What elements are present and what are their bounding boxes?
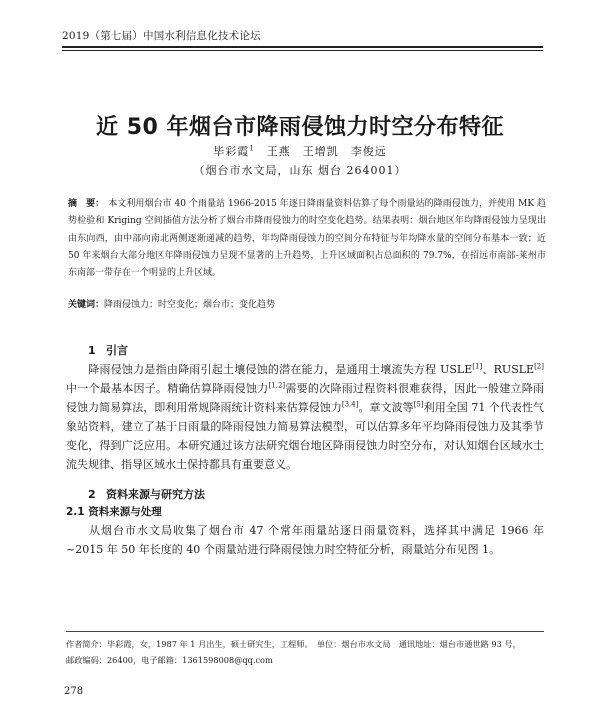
section-number: 1 xyxy=(88,344,96,357)
text-run: 、RUSLE xyxy=(482,363,535,376)
header-rule xyxy=(62,46,543,48)
section-heading-introduction xyxy=(88,342,128,358)
text-run: 从烟台市水文局收集了烟台市 47 个常年雨量站逐日雨量资料，选择其中满足 1966 年~2015 年 50 年长度的 40 个雨量站进行降雨侵蚀力时空特征分析，雨量站分布见图 1。 xyxy=(66,524,544,557)
affiliation: （烟台市水文局，山东 烟台 264001） xyxy=(193,164,407,177)
author-affiliation-mark: 1 xyxy=(249,144,255,153)
footnote-rule xyxy=(66,631,544,632)
text-run: 利用全国 71 个代表性气象站资料，建立了基于日雨量的降雨侵蚀力简易算法模型，可以估算多年平均降雨侵蚀力及其季节变化，得到广泛应用。本研究通过该方法研究烟台地区降雨侵蚀力时空分布，对认知烟台区域水土流失规律、指导区域水土保持都具有重要意义。 xyxy=(66,401,544,472)
paper-title: 近 50 年烟台市降雨侵蚀力时空分布特征 xyxy=(96,115,504,140)
introduction-paragraph xyxy=(66,360,544,475)
authors xyxy=(0,143,600,159)
header-rule-thin xyxy=(62,50,543,51)
subsection-heading-data-source: 2.1 资料来源与处理 xyxy=(66,506,162,518)
text-run: 。章文波等 xyxy=(358,401,414,415)
keywords xyxy=(68,297,546,310)
citation: [1] xyxy=(472,362,483,371)
text-run: 中一个最基本因子。精确估算降雨侵蚀力 xyxy=(66,382,269,396)
footnote-line: 邮政编码：26400，电子邮箱：1361598008@qq.com xyxy=(66,655,273,665)
author-footnote xyxy=(66,636,546,668)
author-others: 王燕 王增凯 李俊远 xyxy=(266,145,387,158)
citation: [1,2] xyxy=(268,381,286,390)
citation: [5] xyxy=(413,400,424,409)
author-primary: 毕彩霞 xyxy=(213,145,250,158)
page-number: 278 xyxy=(64,686,84,697)
keywords-text: 降雨侵蚀力；时空变化；烟台市；变化趋势 xyxy=(104,300,276,310)
text-run: 降雨侵蚀力是指由降雨引起土壤侵蚀的潜在能力，是通用土壤流失方程 USLE xyxy=(88,363,473,376)
footnote-line: 作者简介：毕彩霞，女，1987 年 1 月出生，硕士研究生，工程师。 单位：烟台市水文局 通讯地址：烟台市通世路 93 号， xyxy=(66,639,521,649)
section-heading-data-methods xyxy=(88,486,205,502)
citation: [3,4] xyxy=(341,400,359,409)
abstract-label: 摘 要： xyxy=(68,199,105,209)
running-header: 2019（第七届）中国水利信息化技术论坛 xyxy=(62,30,261,42)
data-source-paragraph xyxy=(66,521,544,559)
section-number: 2 xyxy=(88,488,96,501)
abstract xyxy=(68,196,546,282)
citation: [2] xyxy=(534,362,544,371)
keywords-label: 关键词： xyxy=(68,300,105,310)
abstract-text: 本文利用烟台市 40 个雨量站 1966-2015 年逐日降雨量资料估算了每个雨量站的降雨侵蚀力，并使用 MK 趋势检验和 Kriging 空间插值方法分析了烟台市降雨侵蚀力的时空变化趋势。结果表明：烟台地区年均降雨侵蚀力呈现出由东向西，由中部向南北两侧逐渐递减的趋势，年均降雨侵蚀力的空间分布特征与年均降水量的空间分布基本一致；近 50 年来烟台大部分地区年降雨侵蚀力呈现不显著的上升趋势，上升区域面积占总面积的 79.7%，在招远市南部-莱州市东南部一带存在一个明显的上升区域。 xyxy=(68,199,546,279)
section-title: 引言 xyxy=(106,344,128,357)
text-run: 需要的次降雨过程资料很难获得，因此一般建立降雨侵蚀力简易算法，即利用常规降雨统计资料来估算侵蚀力 xyxy=(66,382,544,415)
section-title: 资料来源与研究方法 xyxy=(106,488,205,501)
